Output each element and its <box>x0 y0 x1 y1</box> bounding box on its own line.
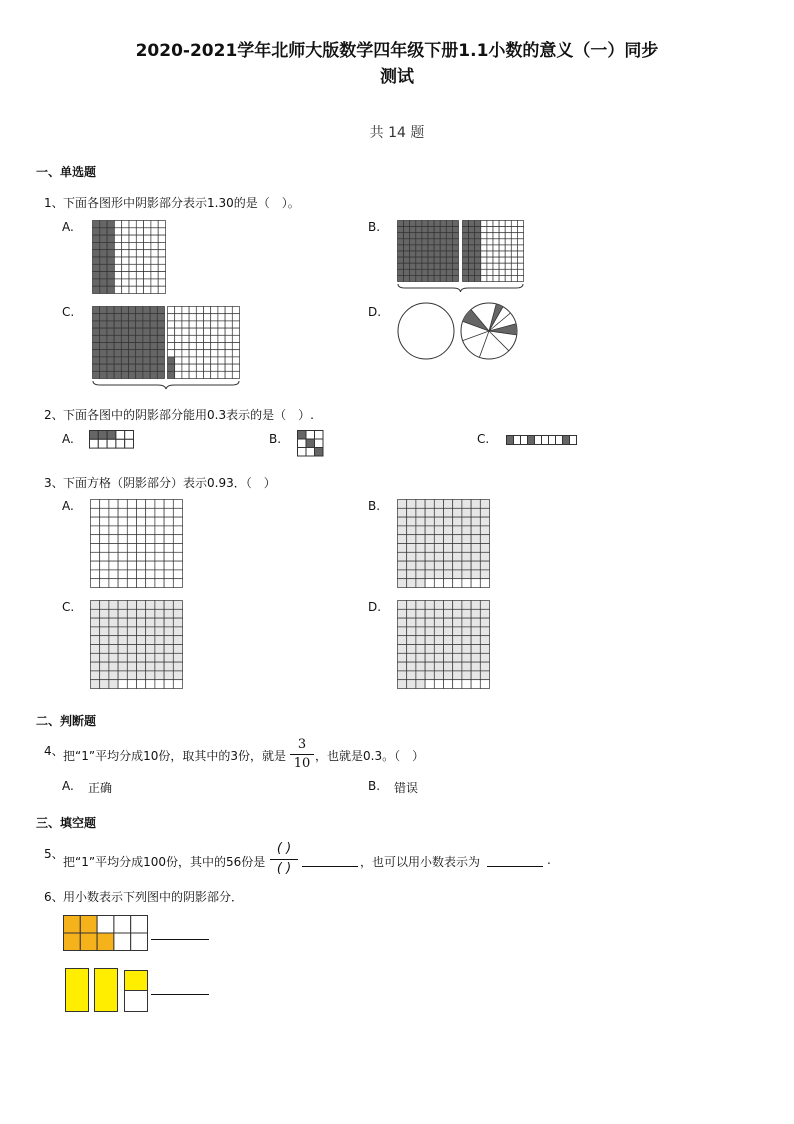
q4-option-a-text[interactable]: 正确 <box>88 781 113 795</box>
q4-option-b-letter[interactable]: B. <box>368 779 381 793</box>
section-true-false: 二、判断题 <box>36 714 97 728</box>
section-single-choice: 一、单选题 <box>36 165 97 179</box>
q2-text: 下面各图中的阴影部分能用0.3表示的是（ ）. <box>63 408 314 422</box>
q3-option-a[interactable]: A. <box>62 499 74 513</box>
q1-c-grid-left <box>92 306 165 379</box>
q5-fraction-bar <box>270 859 298 860</box>
q2-b-grid-icon <box>297 430 325 458</box>
q1-text: 下面各图形中阴影部分表示1.30的是（ ）。 <box>63 196 300 210</box>
q1-number: 1、 <box>44 196 64 210</box>
question-count: 共 14 题 <box>369 125 425 141</box>
q4-fraction-bar <box>290 754 314 755</box>
q5-fraction-denominator[interactable]: ( ) <box>276 861 292 876</box>
q3-text: 下面方格（阴影部分）表示0.93．（ ） <box>63 476 276 490</box>
q3-c-grid <box>90 600 183 689</box>
q4-fraction-numerator: 3 <box>297 737 307 752</box>
q2-option-a[interactable]: A. <box>62 432 74 446</box>
q6-orange-grid-icon <box>63 915 149 953</box>
q3-number: 3、 <box>44 476 64 490</box>
q1-a-grid <box>92 220 166 294</box>
q2-option-c[interactable]: C. <box>477 432 490 446</box>
q4-fraction-denominator: 10 <box>293 756 311 771</box>
q1-b-grid-right <box>462 220 524 282</box>
q6-blank-1[interactable] <box>151 939 209 940</box>
q5-text-after: . <box>547 853 551 867</box>
section-fill-blank: 三、填空题 <box>36 816 97 830</box>
q1-c-grid-right <box>167 306 240 379</box>
q3-a-grid <box>90 499 183 588</box>
q6-blank-2[interactable] <box>151 994 209 995</box>
q1-option-a[interactable]: A. <box>62 220 74 234</box>
q5-number: 5、 <box>44 847 64 861</box>
q1-b-grid-left <box>397 220 459 282</box>
q4-text-after: ，也就是0.3。（ ） <box>315 749 425 763</box>
q6-text: 用小数表示下列图中的阴影部分． <box>63 890 244 904</box>
q3-option-d[interactable]: D. <box>368 600 382 614</box>
q2-number: 2、 <box>44 408 64 422</box>
q4-option-b-text[interactable]: 错误 <box>394 781 419 795</box>
q1-d-circle-whole-icon <box>397 302 459 362</box>
q3-option-b[interactable]: B. <box>368 499 381 513</box>
q5-fraction-numerator[interactable]: ( ) <box>276 841 292 856</box>
q2-a-grid-icon <box>89 430 135 450</box>
q5-text-middle: ，也可以用小数表示为 <box>360 855 481 869</box>
q3-d-grid <box>397 600 490 689</box>
q1-c-brace-icon <box>92 380 240 390</box>
q5-text-before: 把“1”平均分成100份，其中的56份是 <box>63 855 266 869</box>
q3-option-c[interactable]: C. <box>62 600 75 614</box>
q3-b-grid <box>397 499 490 588</box>
q1-d-circle-divided-icon <box>460 302 522 362</box>
q6-yellow-bars-icon <box>65 968 151 1014</box>
doc-title-line1: 2020-2021学年北师大版数学四年级下册1.1小数的意义（一）同步 <box>135 41 659 61</box>
q1-b-brace-icon <box>397 283 524 293</box>
q4-number: 4、 <box>44 744 64 758</box>
q1-option-c[interactable]: C. <box>62 305 75 319</box>
q4-option-a-letter[interactable]: A. <box>62 779 74 793</box>
q1-option-b[interactable]: B. <box>368 220 381 234</box>
q1-option-d[interactable]: D. <box>368 305 382 319</box>
q2-c-strip-icon <box>506 435 578 447</box>
doc-title-line2: 测试 <box>380 67 414 87</box>
q5-blank-1[interactable] <box>302 866 358 867</box>
q4-text-before: 把“1”平均分成10份，取其中的3份，就是 <box>63 749 286 763</box>
q6-number: 6、 <box>44 890 64 904</box>
q2-option-b[interactable]: B. <box>269 432 282 446</box>
q5-blank-2[interactable] <box>487 866 543 867</box>
